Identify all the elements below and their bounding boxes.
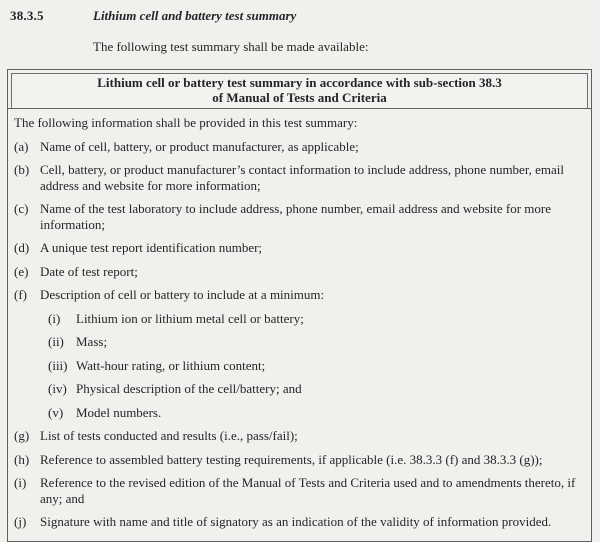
item-label: (j) <box>14 514 27 529</box>
item-text: Signature with name and title of signatory as an indication of the validity of information provided. <box>40 514 552 529</box>
item-text: List of tests conducted and results (i.e., pass/fail); <box>40 428 298 443</box>
item-text: Model numbers. <box>76 404 162 420</box>
sub-list-item <box>48 311 584 327</box>
item-label: (f) <box>14 287 27 302</box>
item-text: Reference to assembled battery testing requirements, if applicable (i.e. 38.3.3 (f) and 38.3.3 (g)); <box>40 451 543 467</box>
table-body-intro: The following information shall be provided in this test summary: <box>14 115 358 130</box>
list-item <box>14 162 584 193</box>
item-label: (g) <box>14 428 30 443</box>
item-label: (i) <box>14 475 27 490</box>
item-label: (h) <box>14 451 30 467</box>
list-item <box>14 452 584 468</box>
item-text: Name of the test laboratory to include address, phone number, email address and website for more information; <box>40 201 552 232</box>
section-heading <box>0 8 600 24</box>
table-header-line2: of Manual of Tests and Criteria <box>212 89 387 105</box>
summary-table <box>7 69 592 542</box>
item-label: (iii) <box>48 357 68 373</box>
item-label: (iv) <box>48 381 67 396</box>
sub-list-item <box>48 334 584 350</box>
item-text: Cell, battery, or product manufacturer’s contact information to include address, phone number, email address and website for more information; <box>40 162 565 193</box>
item-label: (v) <box>48 404 64 420</box>
list-item <box>14 287 584 303</box>
list-item <box>14 240 584 256</box>
item-text: A unique test report identification number; <box>40 240 263 255</box>
section-title: Lithium cell and battery test summary <box>93 8 297 23</box>
item-text: Description of cell or battery to include at a minimum: <box>40 287 325 302</box>
item-label: (d) <box>14 240 30 255</box>
item-label: (c) <box>14 201 29 216</box>
item-label: (b) <box>14 162 30 177</box>
item-text: Reference to the revised edition of the Manual of Tests and Criteria used and to amendments thereto, if any; and <box>40 475 576 506</box>
table-header <box>11 73 588 108</box>
list-item <box>14 514 584 530</box>
item-text: Lithium ion or lithium metal cell or battery; <box>76 310 304 326</box>
item-label: (ii) <box>48 334 64 349</box>
item-text: Name of cell, battery, or product manufacturer, as applicable; <box>40 138 359 154</box>
list-item <box>14 139 584 155</box>
table-body <box>8 109 591 541</box>
intro-paragraph: The following test summary shall be made available: <box>93 39 369 54</box>
item-text: Mass; <box>76 334 108 349</box>
list-item <box>14 475 584 506</box>
sub-list-item <box>48 358 584 374</box>
item-text: Physical description of the cell/battery; and <box>76 381 302 396</box>
table-header-line1: Lithium cell or battery test summary in accordance with sub-section 38.3 <box>97 75 502 90</box>
list-item <box>14 201 584 232</box>
list-item <box>14 264 584 280</box>
sub-list-item <box>48 381 584 397</box>
item-label: (e) <box>14 263 29 279</box>
summary-items <box>14 139 584 530</box>
sub-list-item <box>48 405 584 421</box>
item-text: Watt-hour rating, or lithium content; <box>76 357 266 373</box>
list-item <box>14 428 584 444</box>
item-label: (i) <box>48 310 61 326</box>
item-text: Date of test report; <box>40 263 138 279</box>
item-label: (a) <box>14 138 29 154</box>
section-number: 38.3.5 <box>10 8 44 23</box>
